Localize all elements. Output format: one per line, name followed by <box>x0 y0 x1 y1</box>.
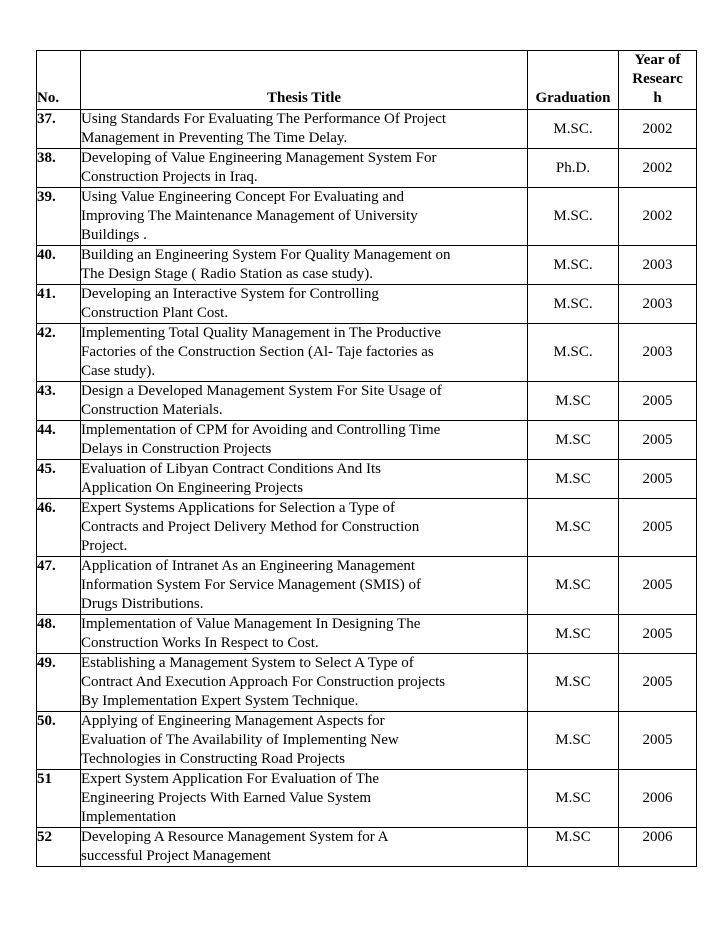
thesis-table <box>36 50 697 867</box>
table-row <box>37 421 697 460</box>
row-number: 46. <box>37 499 81 557</box>
header-thesis-title: Thesis Title <box>81 51 528 110</box>
thesis-title-line: Developing an Interactive System for Controlling <box>81 286 379 302</box>
table-row <box>37 110 697 149</box>
row-number: 50. <box>37 712 81 770</box>
thesis-title-line: Engineering Projects With Earned Value System <box>81 790 372 806</box>
thesis-title-cell <box>81 421 528 460</box>
thesis-title-line: Management in Preventing The Time Delay. <box>81 130 348 146</box>
graduation-cell: M.SC <box>528 615 619 654</box>
thesis-title-line: Construction Materials. <box>81 402 223 418</box>
header-year-line: Year of <box>634 52 681 68</box>
thesis-title-line: Expert System Application For Evaluation of The <box>81 771 380 787</box>
row-number: 52 <box>37 828 81 867</box>
graduation-cell: M.SC <box>528 557 619 615</box>
thesis-title-cell <box>81 149 528 188</box>
graduation-cell: M.SC. <box>528 246 619 285</box>
table-row <box>37 828 697 867</box>
table-row <box>37 770 697 828</box>
thesis-title-line: successful Project Management <box>81 848 271 864</box>
year-cell: 2002 <box>619 149 697 188</box>
row-number: 40. <box>37 246 81 285</box>
table-row <box>37 460 697 499</box>
year-cell: 2006 <box>619 828 697 867</box>
thesis-title-line: Expert Systems Applications for Selection a Type of <box>81 500 396 516</box>
table-row <box>37 188 697 246</box>
thesis-title-cell <box>81 615 528 654</box>
year-cell: 2005 <box>619 460 697 499</box>
thesis-title-line: Evaluation of The Availability of Implementing New <box>81 732 399 748</box>
row-number: 42. <box>37 324 81 382</box>
graduation-cell: M.SC <box>528 770 619 828</box>
thesis-title-line: Application On Engineering Projects <box>81 480 304 496</box>
thesis-title-line: Design a Developed Management System For Site Usage of <box>81 383 442 399</box>
thesis-title-line: Information System For Service Management (SMIS) of <box>81 577 421 593</box>
header-graduation: Graduation <box>528 51 619 110</box>
year-cell: 2003 <box>619 285 697 324</box>
thesis-title-cell <box>81 654 528 712</box>
thesis-title-line: Buildings . <box>81 227 147 243</box>
thesis-title-cell <box>81 285 528 324</box>
graduation-cell: M.SC. <box>528 188 619 246</box>
table-row <box>37 246 697 285</box>
row-number: 41. <box>37 285 81 324</box>
row-number: 45. <box>37 460 81 499</box>
table-row <box>37 557 697 615</box>
thesis-title-cell <box>81 828 528 867</box>
graduation-cell: M.SC <box>528 460 619 499</box>
header-year-of-research <box>619 51 697 110</box>
year-cell: 2006 <box>619 770 697 828</box>
thesis-title-cell <box>81 324 528 382</box>
thesis-title-line: Technologies in Constructing Road Projects <box>81 751 345 767</box>
thesis-title-cell <box>81 246 528 285</box>
graduation-cell: M.SC. <box>528 324 619 382</box>
thesis-title-line: By Implementation Expert System Technique. <box>81 693 359 709</box>
row-number: 38. <box>37 149 81 188</box>
graduation-cell: M.SC <box>528 421 619 460</box>
thesis-title-line: Drugs Distributions. <box>81 596 204 612</box>
thesis-title-line: Implementation of Value Management In Designing The <box>81 616 421 632</box>
thesis-title-cell <box>81 110 528 149</box>
year-cell: 2002 <box>619 110 697 149</box>
row-number: 37. <box>37 110 81 149</box>
graduation-cell: M.SC <box>528 654 619 712</box>
thesis-title-line: Improving The Maintenance Management of University <box>81 208 418 224</box>
thesis-title-cell <box>81 557 528 615</box>
year-cell: 2005 <box>619 654 697 712</box>
thesis-title-line: The Design Stage ( Radio Station as case study). <box>81 266 374 282</box>
year-cell: 2005 <box>619 382 697 421</box>
thesis-title-line: Developing of Value Engineering Management System For <box>81 150 437 166</box>
thesis-title-line: Evaluation of Libyan Contract Conditions And Its <box>81 461 381 477</box>
thesis-title-line: Using Standards For Evaluating The Performance Of Project <box>81 111 447 127</box>
thesis-title-line: Construction Works In Respect to Cost. <box>81 635 319 651</box>
thesis-title-line: Implementing Total Quality Management in The Productive <box>81 325 441 341</box>
row-number: 48. <box>37 615 81 654</box>
graduation-cell: M.SC <box>528 828 619 867</box>
thesis-title-line: Implementation of CPM for Avoiding and Controlling Time <box>81 422 441 438</box>
year-cell: 2005 <box>619 615 697 654</box>
thesis-title-line: Project. <box>81 538 128 554</box>
year-cell: 2003 <box>619 246 697 285</box>
table-row <box>37 615 697 654</box>
thesis-rows <box>37 110 697 867</box>
table-row <box>37 285 697 324</box>
thesis-title-cell <box>81 460 528 499</box>
row-number: 47. <box>37 557 81 615</box>
row-number: 43. <box>37 382 81 421</box>
thesis-title-line: Construction Plant Cost. <box>81 305 229 321</box>
table-row <box>37 499 697 557</box>
thesis-title-line: Establishing a Management System to Select A Type of <box>81 655 414 671</box>
thesis-title-cell <box>81 188 528 246</box>
thesis-title-line: Factories of the Construction Section (Al- Taje factories as <box>81 344 434 360</box>
thesis-title-line: Contracts and Project Delivery Method for Construction <box>81 519 420 535</box>
year-cell: 2003 <box>619 324 697 382</box>
thesis-title-cell <box>81 770 528 828</box>
year-cell: 2002 <box>619 188 697 246</box>
graduation-cell: M.SC. <box>528 110 619 149</box>
header-row <box>37 51 697 110</box>
thesis-title-cell <box>81 382 528 421</box>
thesis-title-cell <box>81 499 528 557</box>
table-row <box>37 654 697 712</box>
thesis-title-line: Applying of Engineering Management Aspects for <box>81 713 385 729</box>
thesis-title-cell <box>81 712 528 770</box>
graduation-cell: M.SC <box>528 712 619 770</box>
thesis-title-line: Construction Projects in Iraq. <box>81 169 258 185</box>
row-number: 44. <box>37 421 81 460</box>
table-row <box>37 149 697 188</box>
header-no: No. <box>37 51 81 110</box>
header-year-line: Researc <box>632 71 683 87</box>
thesis-title-line: Developing A Resource Management System for A <box>81 829 389 845</box>
row-number: 51 <box>37 770 81 828</box>
graduation-cell: Ph.D. <box>528 149 619 188</box>
row-number: 39. <box>37 188 81 246</box>
thesis-title-line: Using Value Engineering Concept For Evaluating and <box>81 189 404 205</box>
header-year-line: h <box>653 90 662 106</box>
thesis-title-line: Contract And Execution Approach For Construction projects <box>81 674 446 690</box>
year-cell: 2005 <box>619 712 697 770</box>
thesis-title-line: Application of Intranet As an Engineering Management <box>81 558 416 574</box>
year-cell: 2005 <box>619 557 697 615</box>
row-number: 49. <box>37 654 81 712</box>
year-cell: 2005 <box>619 421 697 460</box>
table-row <box>37 382 697 421</box>
table-row <box>37 712 697 770</box>
table-row <box>37 324 697 382</box>
thesis-title-line: Delays in Construction Projects <box>81 441 272 457</box>
thesis-title-line: Building an Engineering System For Quality Management on <box>81 247 451 263</box>
graduation-cell: M.SC. <box>528 285 619 324</box>
year-cell: 2005 <box>619 499 697 557</box>
graduation-cell: M.SC <box>528 499 619 557</box>
graduation-cell: M.SC <box>528 382 619 421</box>
thesis-title-line: Case study). <box>81 363 156 379</box>
thesis-title-line: Implementation <box>81 809 176 825</box>
